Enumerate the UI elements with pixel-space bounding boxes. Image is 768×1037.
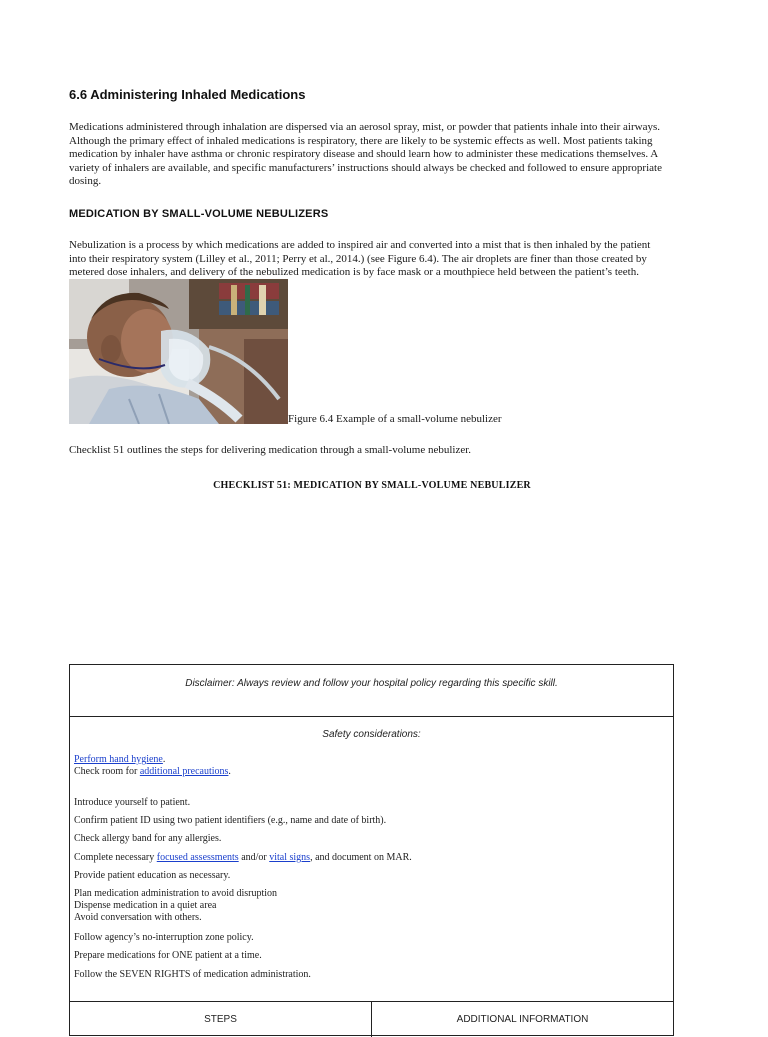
assessment-line: Complete necessary focused assessments and/or vital signs, and document on MAR. — [74, 852, 412, 863]
seven-rights-line: Follow the SEVEN RIGHTS of medication administration. — [74, 969, 311, 980]
intro-paragraph — [69, 121, 701, 189]
nebulization-line: Nebulization is a process by which medications are added to inspired air and converted into a mist that is then inhaled by the patient — [69, 239, 651, 251]
check-room-line: Check room for additional precautions. — [74, 766, 231, 777]
hand-hygiene-link[interactable]: Perform hand hygiene — [74, 754, 163, 765]
prepare-line: Prepare medications for ONE patient at a time. — [74, 950, 262, 961]
nebulization-line: metered dose inhalers, and delivery of the nebulized medication is by face mask or a mouthpiece held between the patient’s teeth. — [69, 266, 639, 278]
nebulization-line: into their respiratory system (Lilley et al., 2011; Perry et al., 2014.) (see Figure 6.4). The air droplets are finer than those created by — [69, 252, 647, 265]
no-interruption-line: Follow agency’s no-interruption zone policy. — [74, 932, 254, 943]
nebulizer-photo — [69, 279, 288, 424]
intro-line: Medications administered through inhalation are dispersed via an aerosol spray, mist, or powder that patients inhale into their airways. — [69, 121, 660, 133]
introduce-line: Introduce yourself to patient. — [74, 797, 191, 808]
safety-title: Safety considerations: — [322, 729, 421, 740]
intro-line: dosing. — [69, 175, 102, 187]
education-line: Provide patient education as necessary. — [74, 870, 231, 881]
header-additional-information: ADDITIONAL INFORMATION — [456, 1014, 589, 1025]
disclaimer-text: Disclaimer: Always review and follow your hospital policy regarding this specific skill. — [185, 678, 558, 689]
figure-caption: Figure 6.4 Example of a small-volume nebulizer — [288, 413, 502, 425]
nebulization-paragraph — [69, 239, 701, 280]
disclaimer-row — [70, 665, 673, 717]
additional-precautions-link[interactable]: additional precautions — [139, 766, 229, 777]
checklist-title: CHECKLIST 51: MEDICATION BY SMALL-VOLUME NEBULIZER — [213, 480, 531, 491]
checklist-intro: Checklist 51 outlines the steps for delivering medication through a small-volume nebulizer. — [69, 444, 472, 456]
checklist-table — [69, 664, 674, 1036]
focused-assessments-link[interactable]: focused assessments — [156, 852, 239, 863]
intro-line: variety of inhalers are available, and specific manufacturers’ instructions should always be checked and followed to ensure appropriate — [69, 161, 662, 174]
intro-line: Although the primary effect of inhaled medications is respiratory, there are likely to be systemic effects as well. Most patients taking — [69, 134, 653, 147]
section-title: 6.6 Administering Inhaled Medications — [69, 87, 306, 102]
table-header-row — [70, 1001, 673, 1037]
vital-signs-link[interactable]: vital signs — [269, 852, 311, 863]
header-steps: STEPS — [70, 1001, 372, 1037]
confirm-id-line: Confirm patient ID using two patient identifiers (e.g., name and date of birth). — [74, 815, 387, 826]
plan-line: Plan medication administration to avoid disruption — [74, 888, 278, 899]
intro-line: medication by inhaler have asthma or chronic respiratory disease and should learn how to administer these medications themselves. A — [69, 148, 659, 160]
subsection-title: MEDICATION BY SMALL-VOLUME NEBULIZERS — [69, 208, 329, 220]
nebulizer-illustration — [69, 279, 288, 424]
safety-row — [70, 716, 673, 1002]
allergy-line: Check allergy band for any allergies. — [74, 833, 222, 844]
plan-line: Avoid conversation with others. — [74, 912, 202, 923]
hand-hygiene-line: Perform hand hygiene. — [74, 754, 166, 765]
plan-line: Dispense medication in a quiet area — [74, 900, 217, 911]
